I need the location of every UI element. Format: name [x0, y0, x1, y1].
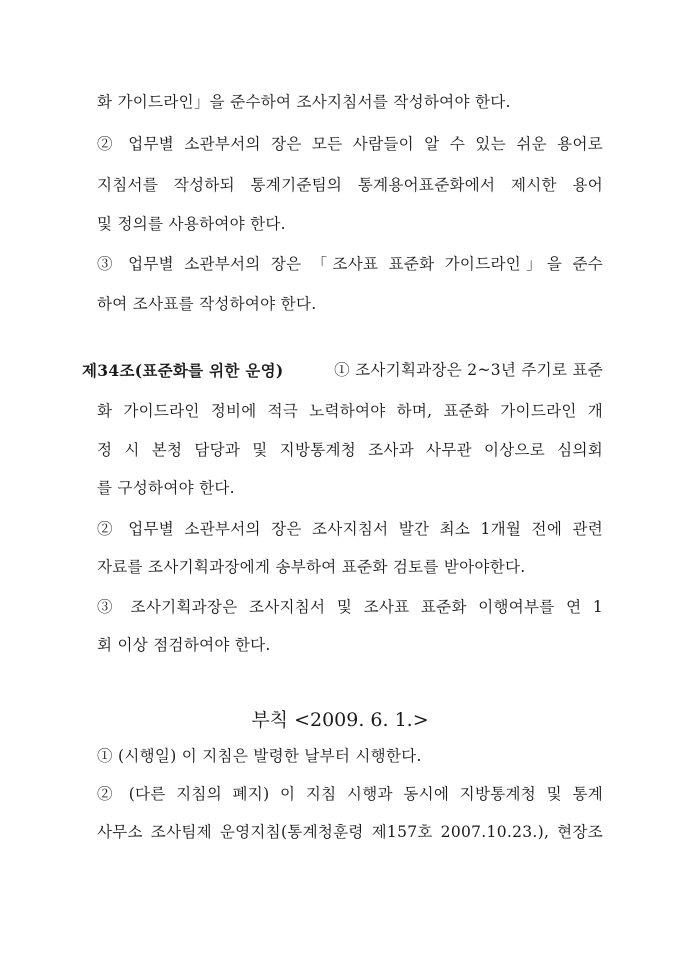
paragraph-line: ② (다른 지침의 폐지) 이 지침 시행과 동시에 지방통계청 및 통계 — [97, 785, 603, 803]
paragraph-line: ① (시행일) 이 지침은 발령한 날부터 시행한다. — [97, 747, 422, 765]
paragraph-line: 화 가이드라인 정비에 적극 노력하여야 하며, 표준화 가이드라인 개 — [97, 402, 603, 420]
paragraph-line: 를 구성하여야 한다. — [97, 479, 235, 497]
paragraph-line: ② 업무별 소관부서의 장은 모든 사람들이 알 수 있는 쉬운 용어로 — [97, 135, 603, 153]
paragraph-line: 자료를 조사기획과장에게 송부하여 표준화 검토를 받아야한다. — [97, 558, 526, 576]
paragraph-line: 회 이상 점검하여야 한다. — [97, 636, 271, 654]
paragraph-line: ③ 조사기획과장은 조사지침서 및 조사표 표준화 이행여부를 연 1 — [97, 598, 603, 616]
paragraph-line: 사무소 조사팀제 운영지침(통계청훈령 제157호 2007.10.23.), 현장조 — [97, 823, 603, 841]
article-34-title: 제34조(표준화를 위한 운영) — [82, 361, 284, 380]
paragraph-line: 하여 조사표를 작성하여야 한다. — [97, 295, 317, 313]
paragraph-line: 및 정의를 사용하여야 한다. — [97, 215, 286, 233]
paragraph-line: ③ 업무별 소관부서의 장은 「조사표 표준화 가이드라인」을 준수 — [97, 255, 603, 273]
paragraph-line: 정 시 본청 담당과 및 지방통계청 조사과 사무관 이상으로 심의회 — [97, 441, 603, 459]
paragraph-line: 지침서를 작성하되 통계기준팀의 통계용어표준화에서 제시한 용어 — [97, 176, 603, 194]
paragraph-line: 화 가이드라인」을 준수하여 조사지침서를 작성하여야 한다. — [97, 93, 511, 111]
supplementary-heading: 부칙 <2009. 6. 1.> — [251, 709, 429, 731]
article-34-first-line — [82, 363, 603, 379]
article-34-text: ① 조사기획과장은 2~3년 주기로 표준 — [334, 361, 603, 379]
paragraph-line: ② 업무별 소관부서의 장은 조사지침서 발간 최소 1개월 전에 관련 — [97, 520, 603, 538]
